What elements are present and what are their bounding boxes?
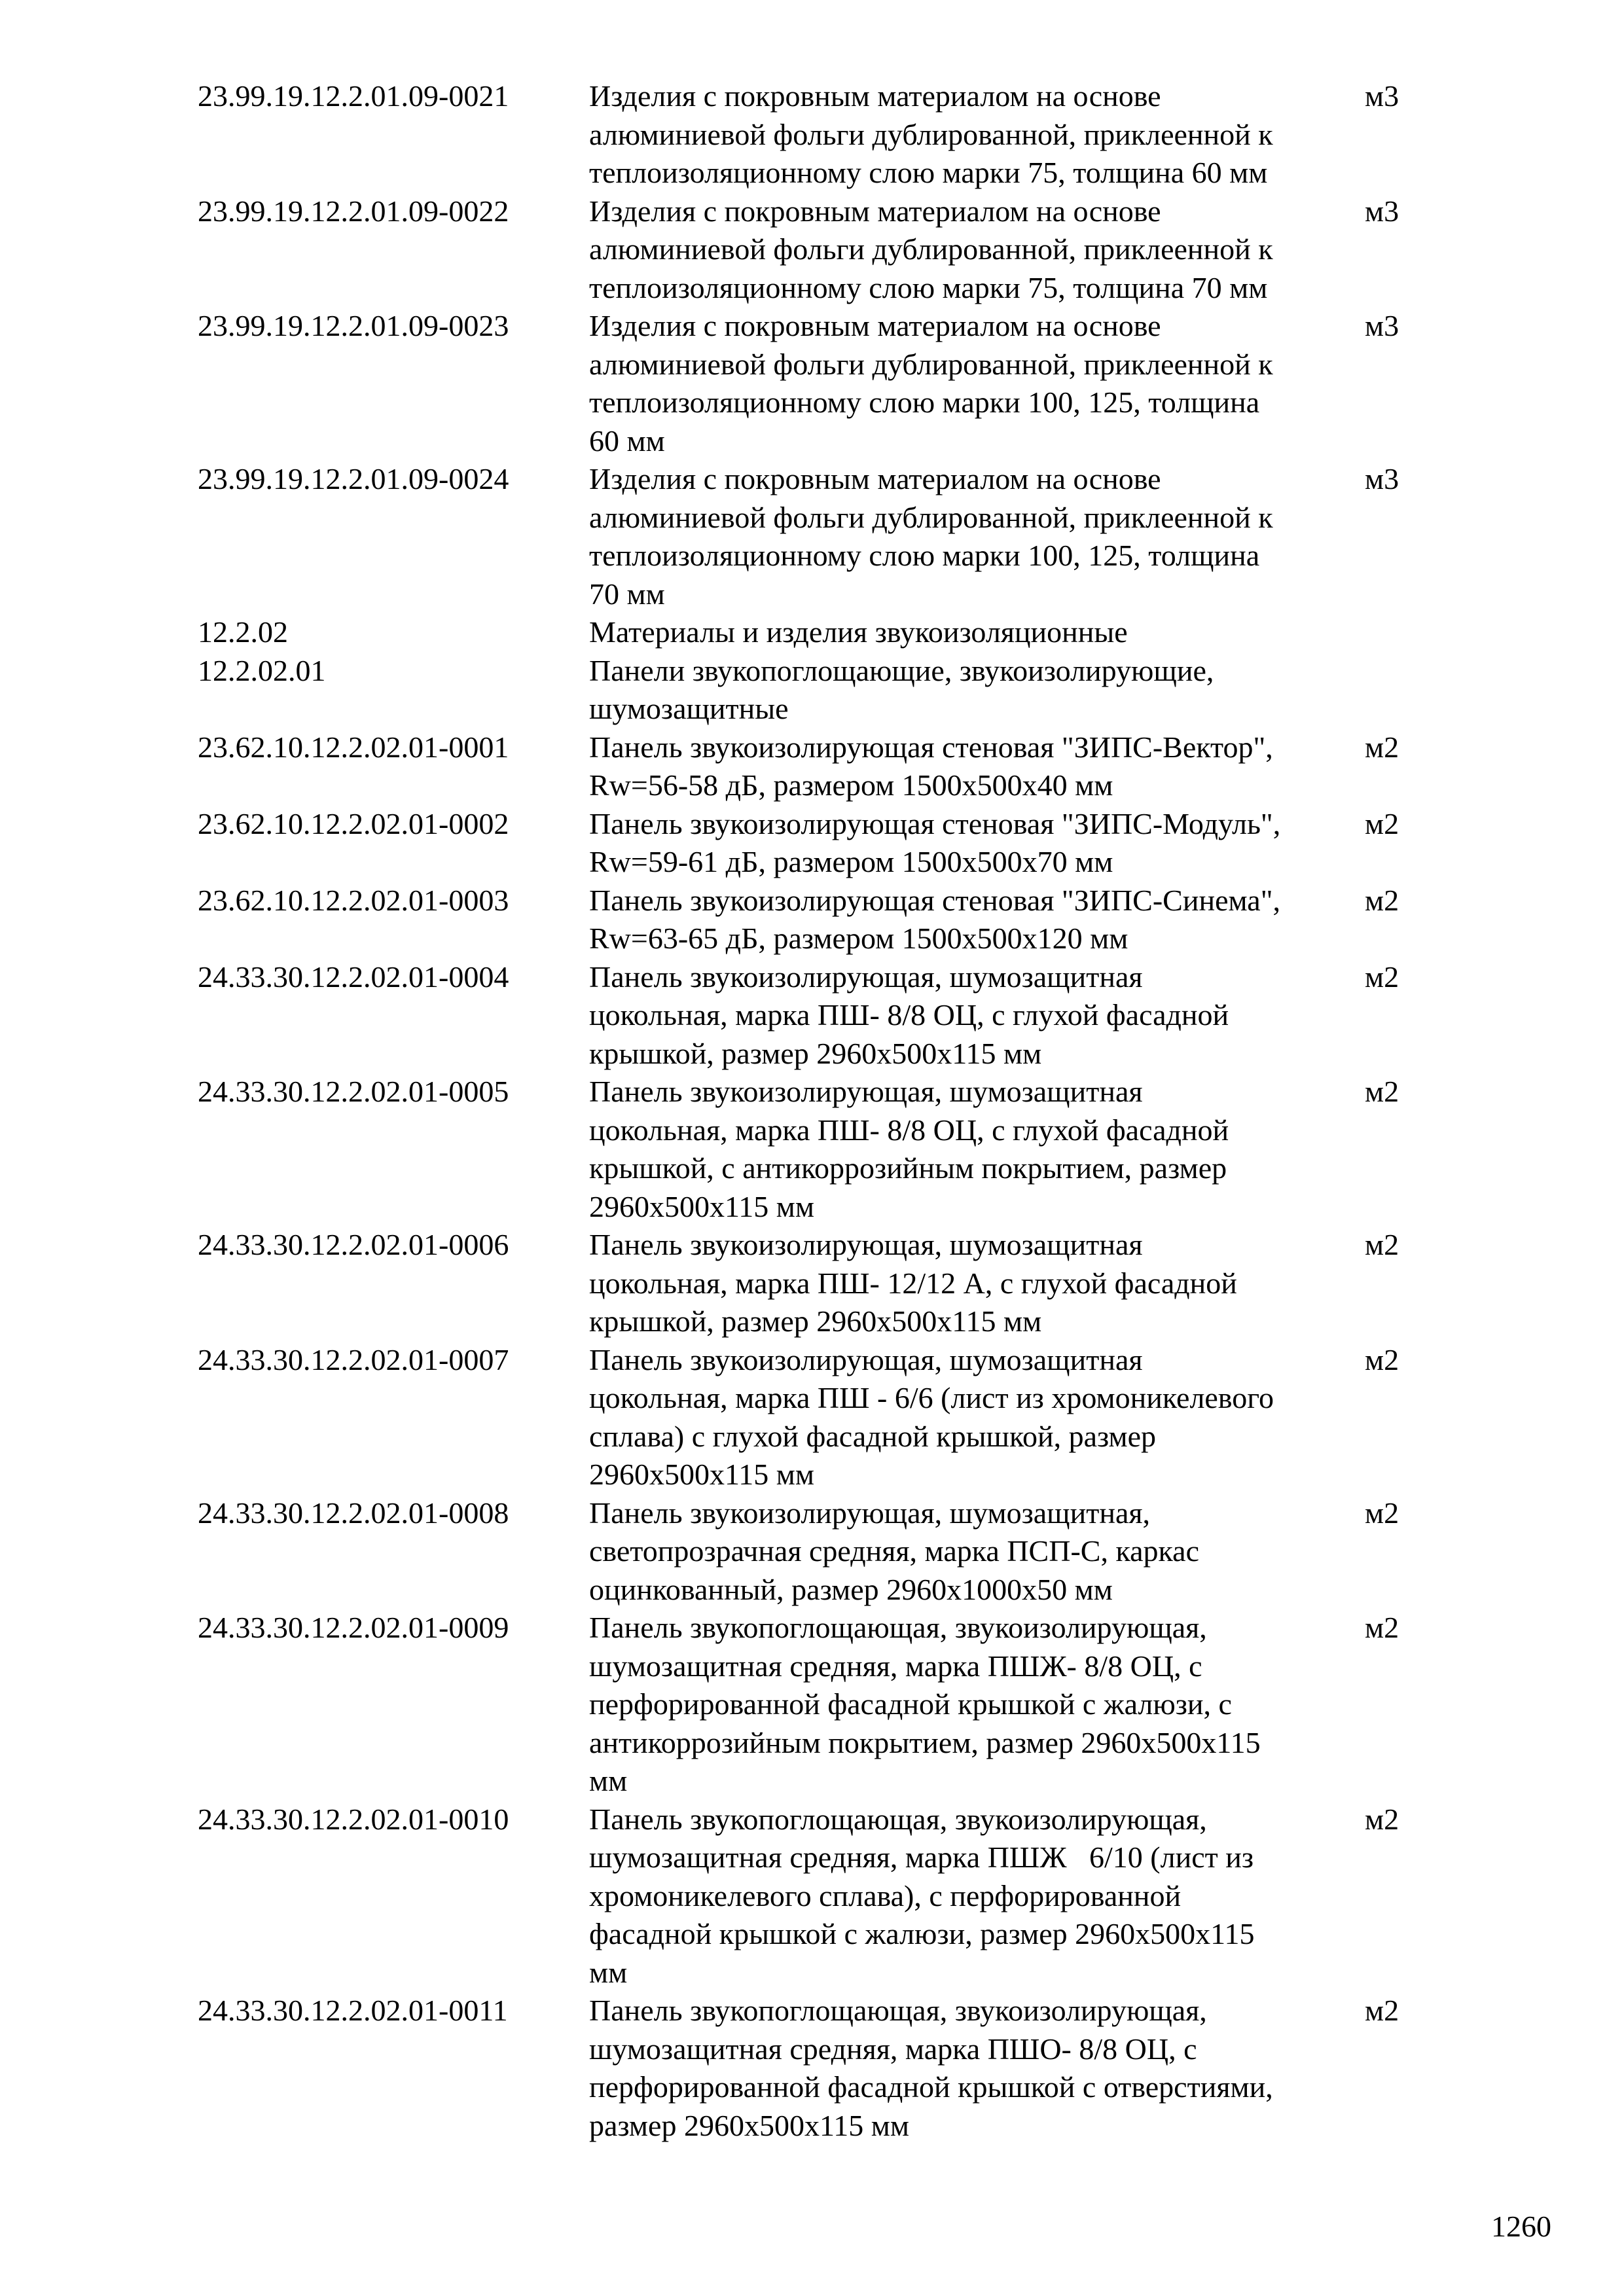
table-row <box>198 805 1441 882</box>
description-line: 60 мм <box>589 423 665 457</box>
description-line: крышкой, с антикоррозийным покрытием, размер <box>589 1151 1227 1185</box>
description-line: Панель звукоизолирующая стеновая "ЗИПС-Вектор", <box>589 730 1273 764</box>
description-line: сплава) с глухой фасадной крышкой, размер <box>589 1419 1157 1453</box>
description-line: крышкой, размер 2960х500х115 мм <box>589 1036 1042 1070</box>
description-line: алюминиевой фольги дублированной, приклеенной к <box>589 500 1273 534</box>
description-line: Панель звукоизолирующая, шумозащитная <box>589 1228 1143 1261</box>
item-code: 23.99.19.12.2.01.09-0021 <box>198 79 509 113</box>
item-code: 24.33.30.12.2.02.01-0009 <box>198 1611 509 1644</box>
item-unit: м2 <box>1365 883 1399 917</box>
description-line: Панель звукопоглощающая, звукоизолирующая, <box>589 1994 1207 2027</box>
item-description <box>589 1609 1365 1801</box>
table-row <box>198 1609 1441 1801</box>
description-line: Изделия с покровным материалом на основе <box>589 309 1161 342</box>
description-line: шумозащитная средняя, марка ПШО- 8/8 ОЦ, с <box>589 2032 1197 2066</box>
description-line: Rw=59-61 дБ, размером 1500х500х70 мм <box>589 845 1113 878</box>
item-unit: м2 <box>1365 1611 1399 1644</box>
table-row <box>198 1494 1441 1609</box>
item-unit: м3 <box>1365 309 1399 342</box>
item-code: 24.33.30.12.2.02.01-0004 <box>198 960 509 994</box>
description-line: фасадной крышкой с жалюзи, размер 2960х500х115 <box>589 1917 1255 1950</box>
description-line: цокольная, марка ПШ- 12/12 А, с глухой фасадной <box>589 1266 1237 1300</box>
description-line: Изделия с покровным материалом на основе <box>589 194 1161 228</box>
item-unit: м2 <box>1365 960 1399 994</box>
description-line: мм <box>589 1955 628 1989</box>
item-unit: м3 <box>1365 462 1399 495</box>
item-code: 23.62.10.12.2.02.01-0001 <box>198 730 509 764</box>
description-line: теплоизоляционному слою марки 100, 125, толщина <box>589 386 1260 419</box>
description-line: шумозащитные <box>589 692 789 725</box>
item-code: 23.62.10.12.2.02.01-0002 <box>198 806 509 840</box>
item-description <box>589 1494 1365 1609</box>
table-row <box>198 77 1441 192</box>
item-description <box>589 958 1365 1073</box>
item-code: 23.62.10.12.2.02.01-0003 <box>198 883 509 917</box>
item-description <box>589 882 1365 958</box>
table-row <box>198 652 1441 728</box>
description-line: Изделия с покровным материалом на основе <box>589 79 1161 113</box>
description-line: алюминиевой фольги дублированной, приклеенной к <box>589 117 1273 151</box>
description-line: размер 2960х500х115 мм <box>589 2108 909 2142</box>
item-code: 23.99.19.12.2.01.09-0024 <box>198 462 509 495</box>
description-line: Панель звукоизолирующая, шумозащитная <box>589 1075 1143 1108</box>
item-code: 24.33.30.12.2.02.01-0007 <box>198 1342 509 1376</box>
table-row <box>198 1073 1441 1226</box>
table-row <box>198 882 1441 958</box>
table-row <box>198 1801 1441 1992</box>
description-line: антикоррозийным покрытием, размер 2960х500х115 <box>589 1725 1261 1759</box>
description-line: цокольная, марка ПШ - 6/6 (лист из хромоникелевого <box>589 1381 1274 1414</box>
item-code: 24.33.30.12.2.02.01-0005 <box>198 1075 509 1108</box>
description-line: хромоникелевого сплава), с перфорированной <box>589 1878 1182 1912</box>
description-line: цокольная, марка ПШ- 8/8 ОЦ, с глухой фасадной <box>589 998 1229 1031</box>
description-line: теплоизоляционному слою марки 75, толщина 60 мм <box>589 156 1268 189</box>
item-description <box>589 613 1365 652</box>
description-line: перфорированной фасадной крышкой с жалюзи, с <box>589 1687 1232 1721</box>
description-line: светопрозрачная средняя, марка ПСП-С, каркас <box>589 1534 1199 1568</box>
item-description <box>589 192 1365 308</box>
item-code: 24.33.30.12.2.02.01-0008 <box>198 1496 509 1530</box>
item-code: 24.33.30.12.2.02.01-0011 <box>198 1994 508 2027</box>
description-line: Rw=56-58 дБ, размером 1500х500х40 мм <box>589 768 1113 802</box>
description-line: оцинкованный, размер 2960х1000х50 мм <box>589 1572 1113 1606</box>
table-row <box>198 1992 1441 2145</box>
description-line: шумозащитная средняя, марка ПШЖ 6/10 (лист из <box>589 1840 1254 1874</box>
item-unit: м2 <box>1365 1496 1399 1530</box>
description-line: теплоизоляционному слою марки 100, 125, толщина <box>589 539 1260 572</box>
description-line: 70 мм <box>589 577 665 611</box>
description-line: мм <box>589 1764 628 1797</box>
item-description <box>589 460 1365 613</box>
item-code: 23.99.19.12.2.01.09-0023 <box>198 309 509 342</box>
description-line: Rw=63-65 дБ, размером 1500х500х120 мм <box>589 922 1128 955</box>
description-line: Панель звукоизолирующая, шумозащитная <box>589 960 1143 994</box>
item-description <box>589 1073 1365 1226</box>
item-unit: м2 <box>1365 1994 1399 2027</box>
table-row <box>198 958 1441 1073</box>
description-line: Панель звукоизолирующая, шумозащитная <box>589 1342 1143 1376</box>
table-row <box>198 728 1441 805</box>
description-line: цокольная, марка ПШ- 8/8 ОЦ, с глухой фасадной <box>589 1113 1229 1147</box>
item-unit: м2 <box>1365 1342 1399 1376</box>
item-description <box>589 805 1365 882</box>
item-unit: м3 <box>1365 79 1399 113</box>
item-code: 24.33.30.12.2.02.01-0006 <box>198 1228 509 1261</box>
description-line: теплоизоляционному слою марки 75, толщина 70 мм <box>589 270 1268 304</box>
description-line: алюминиевой фольги дублированной, приклеенной к <box>589 232 1273 266</box>
description-line: Панель звукопоглощающая, звукоизолирующая, <box>589 1802 1207 1836</box>
item-unit: м2 <box>1365 806 1399 840</box>
item-description <box>589 1226 1365 1341</box>
table-row <box>198 192 1441 308</box>
item-unit: м3 <box>1365 194 1399 228</box>
table-row <box>198 1226 1441 1341</box>
table-row <box>198 460 1441 613</box>
item-description <box>589 1341 1365 1494</box>
description-line: Изделия с покровным материалом на основе <box>589 462 1161 495</box>
description-line: Панель звукоизолирующая стеновая "ЗИПС-Модуль", <box>589 806 1281 840</box>
item-code: 24.33.30.12.2.02.01-0010 <box>198 1802 509 1836</box>
description-line: крышкой, размер 2960х500х115 мм <box>589 1304 1042 1338</box>
materials-table <box>198 77 1441 2145</box>
description-line: Панель звукопоглощающая, звукоизолирующая, <box>589 1611 1207 1644</box>
description-line: 2960х500х115 мм <box>589 1458 815 1491</box>
description-line: Материалы и изделия звукоизоляционные <box>589 615 1128 649</box>
description-line: перфорированной фасадной крышкой с отверстиями, <box>589 2070 1273 2104</box>
item-description <box>589 307 1365 460</box>
item-code: 23.99.19.12.2.01.09-0022 <box>198 194 509 228</box>
table-row <box>198 613 1441 652</box>
description-line: шумозащитная средняя, марка ПШЖ- 8/8 ОЦ, с <box>589 1649 1202 1683</box>
item-description <box>589 652 1365 728</box>
item-description <box>589 1992 1365 2145</box>
description-line: Панели звукопоглощающие, звукоизолирующие, <box>589 653 1214 687</box>
item-code: 12.2.02 <box>198 615 288 649</box>
description-line: Панель звукоизолирующая, шумозащитная, <box>589 1496 1151 1530</box>
description-line: алюминиевой фольги дублированной, приклеенной к <box>589 347 1273 381</box>
item-description <box>589 1801 1365 1992</box>
item-unit: м2 <box>1365 730 1399 764</box>
description-line: Панель звукоизолирующая стеновая "ЗИПС-Синема", <box>589 883 1281 917</box>
table-row <box>198 307 1441 460</box>
page-number: 1260 <box>1491 2210 1551 2243</box>
item-unit: м2 <box>1365 1075 1399 1108</box>
item-description <box>589 728 1365 805</box>
table-row <box>198 1341 1441 1494</box>
item-code: 12.2.02.01 <box>198 653 326 687</box>
item-unit: м2 <box>1365 1228 1399 1261</box>
description-line: 2960х500х115 мм <box>589 1189 815 1223</box>
item-unit: м2 <box>1365 1802 1399 1836</box>
item-description <box>589 77 1365 192</box>
